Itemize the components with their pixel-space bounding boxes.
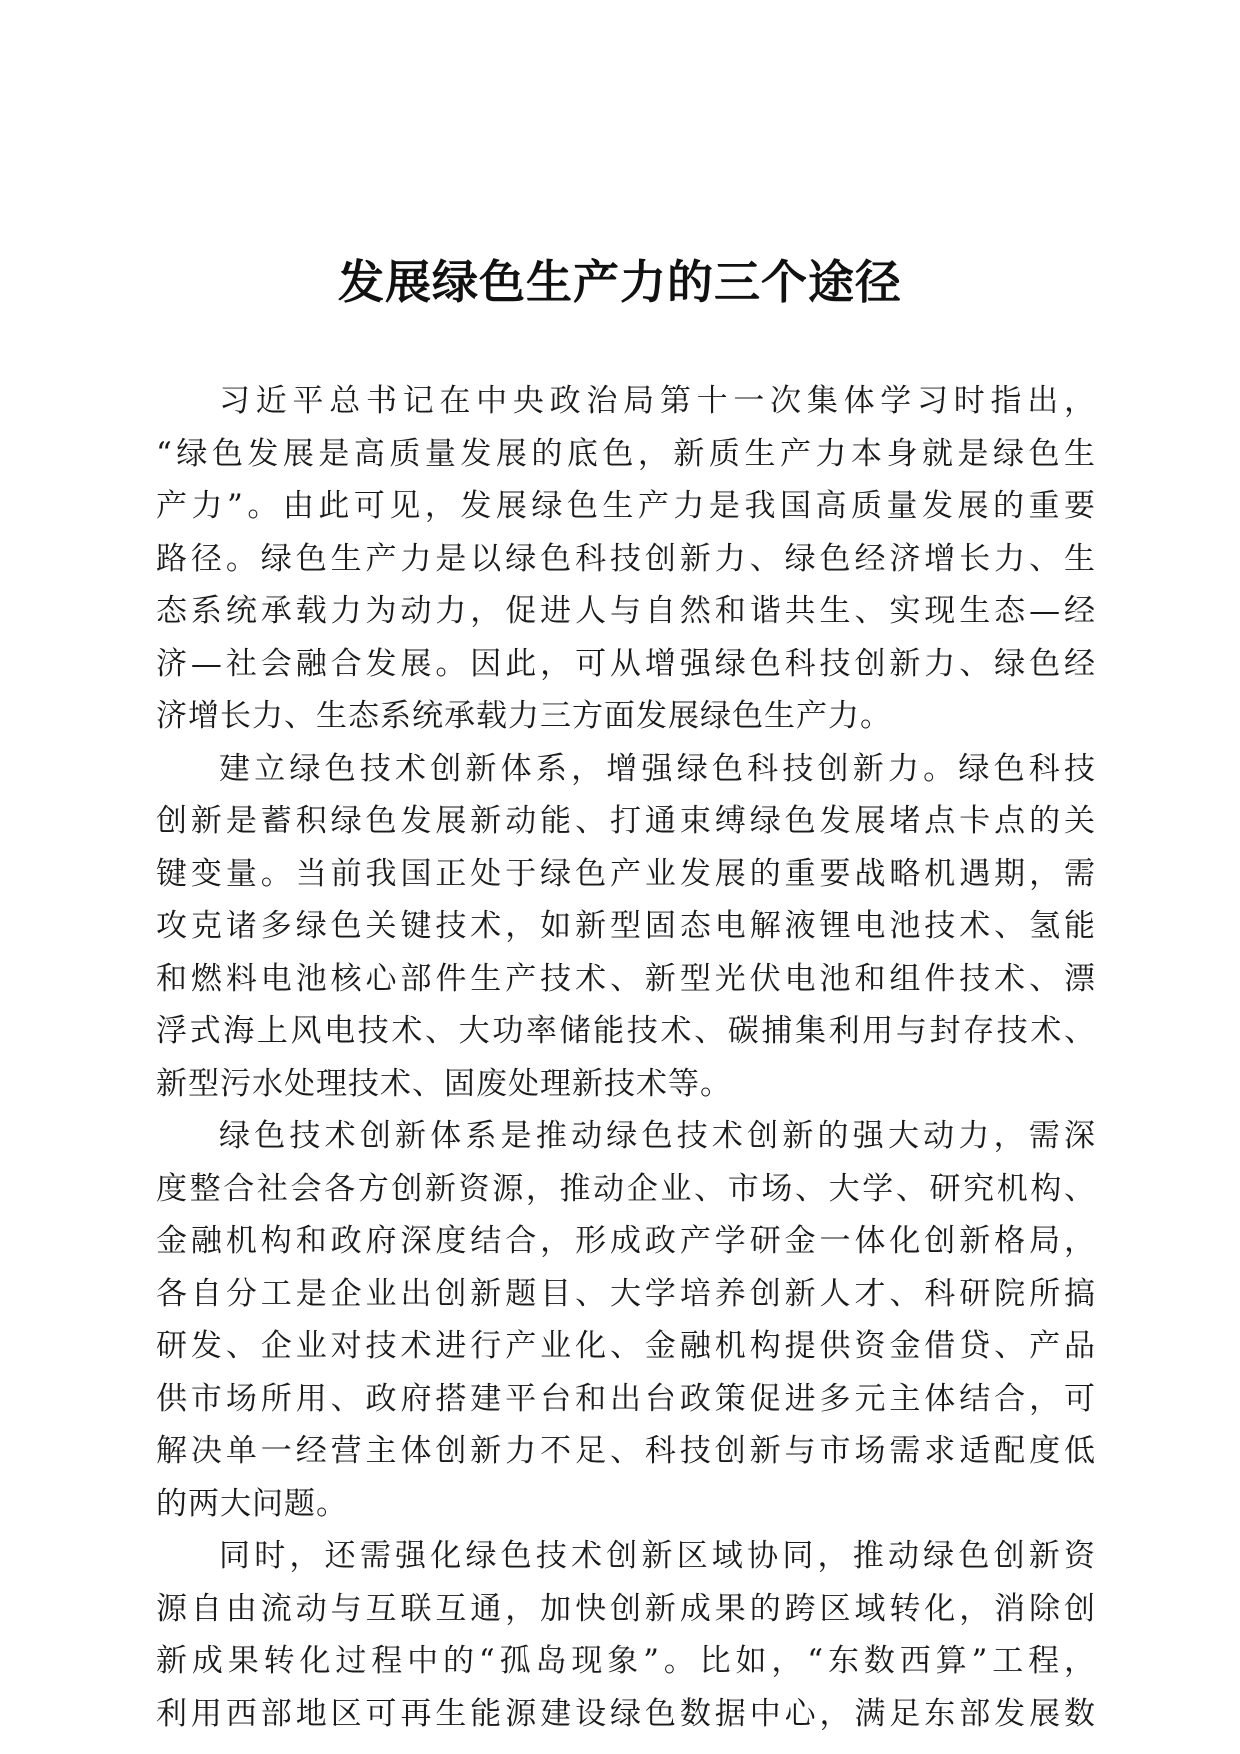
text-line: 研发、企业对技术进行产业化、金融机构提供资金借贷、产品 bbox=[156, 1328, 1096, 1364]
text-line: 解决单一经营主体创新力不足、科技创新与市场需求适配度低 bbox=[156, 1433, 1096, 1469]
text-line: 产力”。由此可见，发展绿色生产力是我国高质量发展的重要 bbox=[156, 488, 1096, 524]
text-line: 攻克诸多绿色关键技术，如新型固态电解液锂电池技术、氢能 bbox=[156, 908, 1096, 944]
text-line: 济增长力、生态系统承载力三方面发展绿色生产力。 bbox=[156, 698, 892, 734]
text-line: 态系统承载力为动力，促进人与自然和谐共生、实现生态—经 bbox=[156, 593, 1096, 629]
text-line: 利用西部地区可再生能源建设绿色数据中心，满足东部发展数 bbox=[156, 1695, 1096, 1732]
text-line: 的两大问题。 bbox=[156, 1485, 348, 1522]
paragraph bbox=[156, 1110, 1096, 1530]
text-line: 度整合社会各方创新资源，推动企业、市场、大学、研究机构、 bbox=[156, 1170, 1096, 1207]
text-line: 各自分工是企业出创新题目、大学培养创新人才、科研院所搞 bbox=[156, 1275, 1096, 1312]
document-body bbox=[156, 375, 1096, 1740]
text-line: 建立绿色技术创新体系，增强绿色科技创新力。绿色科技 bbox=[219, 750, 1096, 787]
text-line: 同时，还需强化绿色技术创新区域协同，推动绿色创新资 bbox=[219, 1538, 1096, 1574]
text-line: 路径。绿色生产力是以绿色科技创新力、绿色经济增长力、生 bbox=[156, 540, 1096, 577]
text-line: 供市场所用、政府搭建平台和出台政策促进多元主体结合，可 bbox=[156, 1380, 1096, 1417]
text-line: 和燃料电池核心部件生产技术、新型光伏电池和组件技术、漂 bbox=[156, 960, 1096, 997]
text-line: 习近平总书记在中央政治局第十一次集体学习时指出， bbox=[219, 383, 1096, 419]
paragraph bbox=[156, 375, 1096, 743]
text-line: 金融机构和政府深度结合，形成政产学研金一体化创新格局， bbox=[156, 1223, 1096, 1259]
paragraph bbox=[156, 1530, 1096, 1740]
text-line: 浮式海上风电技术、大功率储能技术、碳捕集利用与封存技术、 bbox=[156, 1013, 1096, 1049]
text-line: 键变量。当前我国正处于绿色产业发展的重要战略机遇期，需 bbox=[156, 855, 1096, 892]
text-line: 创新是蓄积绿色发展新动能、打通束缚绿色发展堵点卡点的关 bbox=[156, 803, 1096, 839]
text-line: 新型污水处理技术、固废处理新技术等。 bbox=[156, 1065, 732, 1102]
document-title: 发展绿色生产力的三个途径 bbox=[338, 255, 902, 309]
text-line: 源自由流动与互联互通，加快创新成果的跨区域转化，消除创 bbox=[156, 1590, 1096, 1627]
text-line: 绿色技术创新体系是推动绿色技术创新的强大动力，需深 bbox=[219, 1118, 1096, 1154]
text-line: “绿色发展是高质量发展的底色，新质生产力本身就是绿色生 bbox=[156, 435, 1096, 472]
text-line: 济—社会融合发展。因此，可从增强绿色科技创新力、绿色经 bbox=[156, 645, 1096, 682]
text-line: 新成果转化过程中的“孤岛现象”。比如，“东数西算”工程， bbox=[156, 1643, 1096, 1679]
paragraph bbox=[156, 743, 1096, 1111]
